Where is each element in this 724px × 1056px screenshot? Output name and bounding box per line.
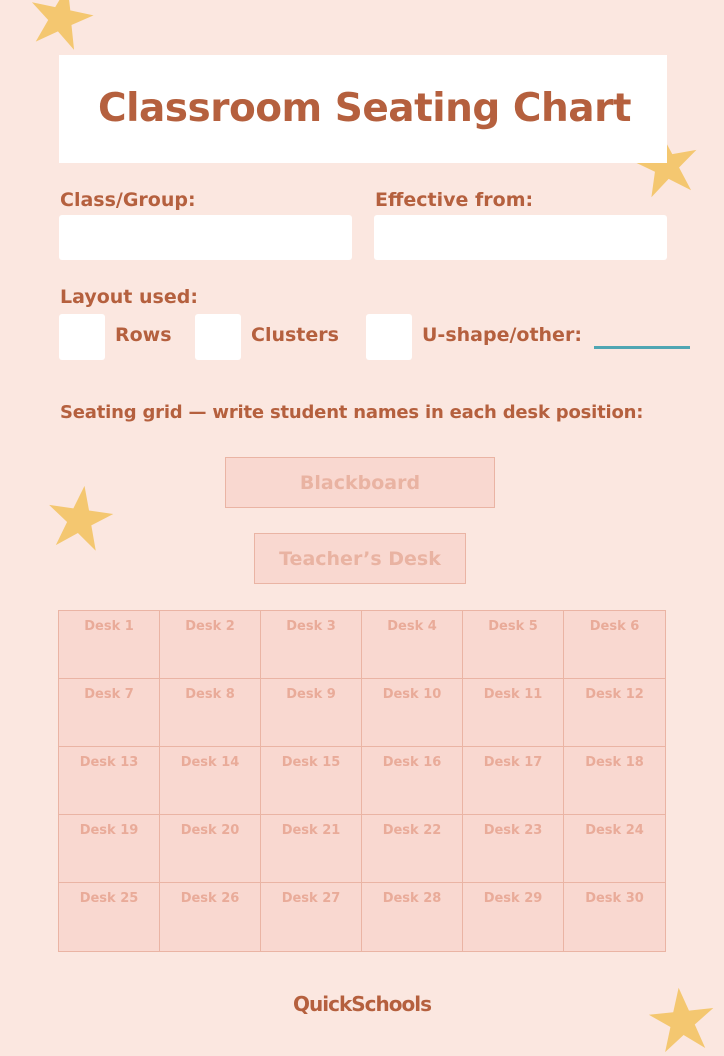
desk-cell[interactable]: Desk 8 — [160, 679, 261, 747]
desk-cell[interactable]: Desk 1 — [59, 611, 160, 679]
desk-cell[interactable]: Desk 26 — [160, 883, 261, 951]
class-group-label: Class/Group: — [60, 189, 196, 211]
class-group-field[interactable] — [59, 215, 352, 260]
desk-cell[interactable]: Desk 12 — [564, 679, 665, 747]
desk-cell[interactable]: Desk 11 — [463, 679, 564, 747]
desk-cell[interactable]: Desk 5 — [463, 611, 564, 679]
desk-cell[interactable]: Desk 6 — [564, 611, 665, 679]
desk-cell[interactable]: Desk 14 — [160, 747, 261, 815]
star-icon — [26, 0, 96, 52]
desk-cell[interactable]: Desk 27 — [261, 883, 362, 951]
clusters-checkbox[interactable] — [195, 314, 241, 360]
clusters-option-label: Clusters — [251, 324, 339, 346]
desk-cell[interactable]: Desk 4 — [362, 611, 463, 679]
desk-cell[interactable]: Desk 10 — [362, 679, 463, 747]
desk-cell[interactable]: Desk 28 — [362, 883, 463, 951]
u-shape-checkbox[interactable] — [366, 314, 412, 360]
rows-checkbox[interactable] — [59, 314, 105, 360]
desk-cell[interactable]: Desk 7 — [59, 679, 160, 747]
desk-cell[interactable]: Desk 18 — [564, 747, 665, 815]
star-icon — [44, 482, 116, 554]
page-title: Classroom Seating Chart — [98, 86, 631, 131]
desk-cell[interactable]: Desk 19 — [59, 815, 160, 883]
desk-cell[interactable]: Desk 22 — [362, 815, 463, 883]
desk-cell[interactable]: Desk 23 — [463, 815, 564, 883]
desk-cell[interactable]: Desk 15 — [261, 747, 362, 815]
desk-cell[interactable]: Desk 16 — [362, 747, 463, 815]
desk-cell[interactable]: Desk 20 — [160, 815, 261, 883]
effective-from-label: Effective from: — [375, 189, 534, 211]
brand-logo-text: QuickSchools — [293, 992, 431, 1016]
effective-from-field[interactable] — [374, 215, 667, 260]
desk-cell[interactable]: Desk 3 — [261, 611, 362, 679]
desk-cell[interactable]: Desk 29 — [463, 883, 564, 951]
other-write-in-line[interactable] — [594, 346, 690, 349]
desk-cell[interactable]: Desk 2 — [160, 611, 261, 679]
u-shape-option-label: U-shape/other: — [422, 324, 582, 346]
desk-cell[interactable]: Desk 13 — [59, 747, 160, 815]
desk-cell[interactable]: Desk 24 — [564, 815, 665, 883]
blackboard-box: Blackboard — [225, 457, 495, 508]
desk-cell[interactable]: Desk 9 — [261, 679, 362, 747]
desk-cell[interactable]: Desk 30 — [585, 891, 644, 906]
seating-instruction: Seating grid — write student names in each desk position: — [60, 402, 644, 423]
desk-cell[interactable]: Desk 17 — [463, 747, 564, 815]
teacher-desk-box: Teacher’s Desk — [254, 533, 466, 584]
rows-option-label: Rows — [115, 324, 172, 346]
desk-cell[interactable]: Desk 21 — [261, 815, 362, 883]
layout-used-label: Layout used: — [60, 286, 198, 308]
seating-grid — [58, 610, 666, 952]
desk-cell[interactable]: Desk 25 — [59, 883, 160, 951]
